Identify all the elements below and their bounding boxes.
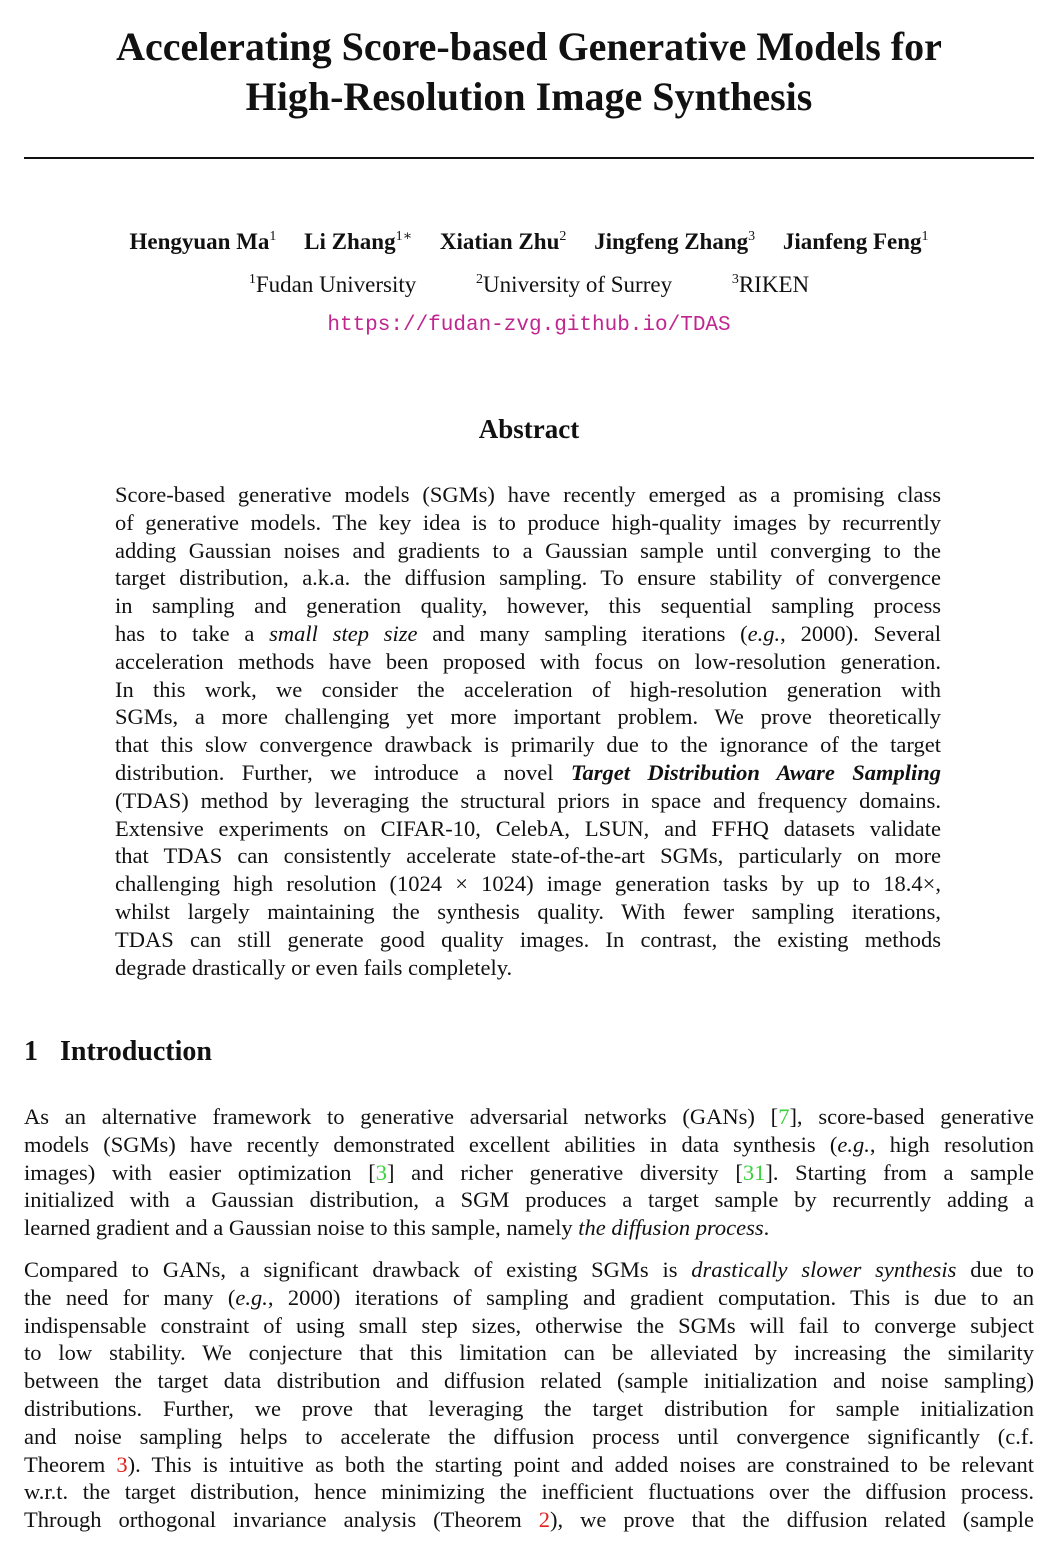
text-span: adding Gaussian noises and gradients to a Gaussian sample until converging to the — [115, 537, 941, 563]
abstract-heading: Abstract — [478, 414, 580, 444]
affiliation: $^2$University of Surrey — [476, 272, 673, 297]
text-span: As an alternative framework to generative adversarial networks (GANs) [ — [24, 1104, 779, 1129]
text-span: acceleration methods have been proposed with focus on low-resolution generation. — [115, 648, 941, 674]
text-span: between the target data distribution and diffusion related (sample initialization and noise sampling) — [24, 1368, 1034, 1394]
text-span: ] and richer generative diversity [ — [386, 1159, 743, 1185]
text-line — [24, 1312, 1034, 1340]
text-span: has to take a — [115, 620, 270, 646]
theorem-ref-link[interactable]: 2 — [538, 1507, 551, 1533]
text-line — [115, 592, 941, 620]
text-span: SGMs, a more challenging yet more important problem. We prove theoretically — [115, 704, 941, 730]
author: Hengyuan Ma$^1$ — [129, 229, 277, 254]
text-span: that TDAS can consistently accelerate state-of-the-art SGMs, particularly on more — [115, 843, 941, 869]
text-span: the diffusion process — [578, 1215, 764, 1241]
citation-link[interactable]: 3 — [375, 1159, 387, 1185]
text-span: distributions. Further, we prove that leveraging the target distribution for sample initialization — [24, 1395, 1034, 1421]
text-span: (TDAS) method by leveraging the structural priors in space and frequency domains. — [115, 787, 941, 813]
text-span: due to — [956, 1257, 1034, 1282]
text-line — [24, 1186, 1034, 1214]
text-line — [115, 787, 941, 815]
text-line — [24, 1451, 1034, 1479]
text-span: small step size — [269, 620, 418, 646]
text-span: models (SGMs) have recently demonstrated excellent abilities in data synthesis ( — [24, 1131, 838, 1157]
text-span: drastically slower synthesis — [691, 1257, 957, 1282]
text-line — [24, 1506, 1034, 1534]
title-line: Accelerating Score-based Generative Models for — [116, 24, 942, 69]
section-heading-introduction — [24, 1036, 212, 1068]
text-line — [115, 620, 941, 648]
text-span: and many sampling iterations ( — [417, 620, 748, 646]
text-line — [24, 1367, 1034, 1395]
text-span: . — [763, 1215, 770, 1241]
affiliation-list — [0, 272, 1058, 298]
text-line — [115, 564, 941, 592]
text-line — [24, 1103, 1034, 1131]
text-span: whilst largely maintaining the synthesis quality. With fewer sampling iterations, — [115, 898, 941, 924]
text-line — [115, 842, 941, 870]
text-span: Theorem — [24, 1451, 117, 1477]
text-span: the need for many ( — [24, 1284, 236, 1310]
text-span: , 2000). Several — [780, 620, 941, 646]
text-span: TDAS can still generate good quality images. In contrast, the existing methods — [115, 926, 941, 952]
text-line — [115, 509, 941, 537]
intro-paragraph-1 — [24, 1103, 1034, 1242]
text-span: w.r.t. the target distribution, hence minimizing the inefficient fluctuations over the diffusion process. — [24, 1479, 1034, 1505]
text-span: , high resolution — [869, 1131, 1034, 1157]
text-span: Score-based generative models (SGMs) have recently emerged as a promising class — [115, 482, 941, 507]
text-line — [24, 1131, 1034, 1159]
text-span: images) with easier optimization [ — [24, 1159, 376, 1185]
text-span: degrade drastically or even fails completely. — [115, 954, 513, 980]
text-span: of generative models. The key idea is to produce high-quality images by recurrently — [115, 509, 941, 535]
affiliation: $^1$Fudan University — [248, 272, 417, 297]
text-line — [24, 1478, 1034, 1506]
text-line — [115, 703, 941, 731]
text-span: , 2000) iterations of sampling and gradient computation. This is due to an — [267, 1284, 1034, 1310]
abstract-body — [115, 481, 941, 981]
text-span: ), we prove that the diffusion related (sample — [550, 1507, 1034, 1533]
section-title: Introduction — [60, 1036, 212, 1067]
text-span: Through orthogonal invariance analysis (Theorem — [24, 1507, 539, 1533]
text-line — [24, 1214, 1034, 1242]
affiliation: $^3$RIKEN — [731, 272, 810, 297]
text-line — [24, 1339, 1034, 1367]
text-span: challenging high resolution (1024 × 1024) image generation tasks by up to 18.4×, — [115, 871, 941, 897]
text-span: in sampling and generation quality, however, this sequential sampling process — [115, 593, 941, 619]
text-line — [115, 648, 941, 676]
project-url-link[interactable]: https://fudan-zvg.github.io/TDAS — [327, 314, 731, 337]
section-number: 1 — [24, 1036, 38, 1067]
text-span: target distribution, a.k.a. the diffusion sampling. To ensure stability of convergence — [115, 565, 941, 591]
text-span: Extensive experiments on CIFAR-10, CelebA, LSUN, and FFHQ datasets validate — [115, 815, 941, 841]
text-span: ], score-based generative — [789, 1104, 1034, 1129]
author: Jingfeng Zhang$^3$ — [594, 229, 756, 254]
text-line — [24, 1395, 1034, 1423]
text-line — [115, 954, 941, 982]
text-span: learned gradient and a Gaussian noise to this sample, namely — [24, 1215, 579, 1241]
text-line — [115, 759, 941, 787]
text-span: that this slow convergence drawback is primarily due to the ignorance of the target — [115, 732, 941, 758]
text-span: Target Distribution Aware Sampling — [570, 759, 941, 785]
author-list — [0, 229, 1058, 255]
text-line — [115, 815, 941, 843]
text-span: and noise sampling helps to accelerate the diffusion process until convergence significantly (c.f. — [24, 1423, 1034, 1449]
text-line — [24, 1284, 1034, 1312]
text-line — [24, 1256, 1034, 1284]
title-rule — [24, 157, 1034, 159]
text-span: In this work, we consider the acceleration of high-resolution generation with — [115, 676, 941, 702]
title-line: High-Resolution Image Synthesis — [245, 74, 813, 119]
text-span: e.g. — [837, 1131, 870, 1157]
text-line — [115, 537, 941, 565]
text-span: distribution. Further, we introduce a novel — [115, 759, 571, 785]
theorem-ref-link[interactable]: 3 — [116, 1451, 128, 1477]
text-line — [115, 870, 941, 898]
author: Xiatian Zhu$^2$ — [439, 229, 567, 254]
text-span: e.g. — [747, 620, 781, 646]
text-span: e.g. — [235, 1284, 268, 1310]
text-span: ). This is intuitive as both the starting point and added noises are constrained to be relevant — [127, 1451, 1034, 1477]
text-span: ]. Starting from a sample — [765, 1159, 1034, 1185]
text-span: initialized with a Gaussian distribution, a SGM produces a target sample by recurrently adding a — [24, 1187, 1034, 1213]
author: Li Zhang$^{1∗}$ — [304, 229, 413, 254]
text-line — [115, 898, 941, 926]
paper-title — [0, 22, 1058, 122]
intro-paragraph-2 — [24, 1256, 1034, 1534]
text-line — [115, 676, 941, 704]
citation-link[interactable]: 31 — [742, 1159, 766, 1185]
text-line — [115, 926, 941, 954]
text-line — [24, 1159, 1034, 1187]
text-span: Compared to GANs, a significant drawback of existing SGMs is — [24, 1257, 692, 1282]
text-line — [24, 1423, 1034, 1451]
text-span: indispensable constraint of using small step sizes, otherwise the SGMs will fail to converge subject — [24, 1312, 1034, 1338]
text-span: to low stability. We conjecture that this limitation can be alleviated by increasing the similarity — [24, 1340, 1034, 1366]
text-line — [115, 481, 941, 509]
text-line — [115, 731, 941, 759]
citation-link[interactable]: 7 — [778, 1104, 790, 1129]
author: Jianfeng Feng$^1$ — [782, 229, 929, 254]
